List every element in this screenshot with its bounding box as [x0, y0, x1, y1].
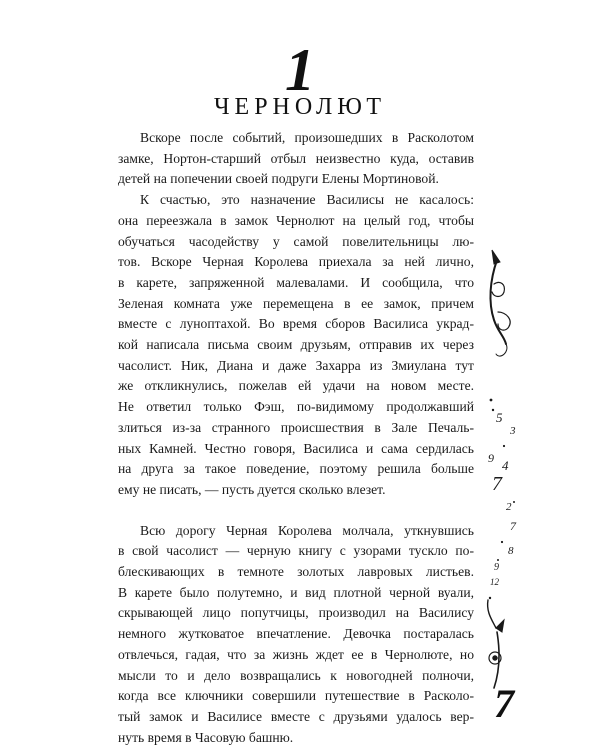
clock-vine-ornament — [470, 240, 550, 720]
text-line: вместе с луноптахой. Во время сборов Василиса украд- — [118, 316, 474, 332]
text-line: Зеленая комната уже перемещена в ее замок, причем — [118, 295, 474, 311]
clock-digit: 7 — [492, 473, 502, 495]
vine-flourish-top — [490, 250, 510, 356]
text-line: скрывающей лицо попутчицы, производил на Василису — [118, 605, 474, 621]
text-line: Вскоре после событий, произошедших в Расколотом — [140, 130, 474, 145]
text-line: мысли то и дело возвращались к новогодней полночи, — [118, 667, 474, 683]
text-line: ных Камней. Честно говоря, Василиса и сама сердилась — [118, 440, 474, 456]
text-line: Всю дорогу Черная Королева молчала, уткнувшись — [140, 522, 474, 538]
text-line: в карете, запряженной малевалами. И сообщила, что — [118, 274, 474, 290]
text-line: немного жутковатое впечатление. Девочка постаралась — [118, 626, 474, 642]
text-line: Не ответил только Фэш, по-видимому продолжавший — [118, 399, 474, 415]
paragraph-2 — [118, 190, 474, 501]
clock-digit: 5 — [496, 410, 503, 425]
text-line: на друга за такое поведение, поэтому решила больше — [118, 461, 474, 477]
text-line: К счастью, это назначение Василисы не касалось: — [140, 192, 474, 208]
text-line: тый замок и Василисе вместе с друзьями удалось вер- — [118, 708, 474, 724]
text-line: блескивающих в темноте золотых лавровых листьев. — [118, 564, 474, 580]
text-line: когда все ключники совершили путешествие в Расколо- — [118, 688, 474, 704]
chapter-title: ЧЕРНОЛЮТ — [213, 94, 387, 120]
text-line: нуть время в Часовую башню. — [118, 729, 294, 745]
text-line: тов. Вскоре Черная Королева приехала за ней лично, — [118, 254, 474, 270]
chapter-body — [118, 128, 474, 748]
clock-digit: 7 — [510, 519, 516, 533]
clock-digit: 8 — [508, 545, 514, 557]
clock-digit: 3 — [510, 425, 516, 437]
chapter-number: 1 — [285, 37, 315, 103]
paragraph-1 — [118, 128, 474, 190]
text-line: замке, Нортон-старший отбыл неизвестно куда, оставив — [118, 150, 474, 166]
text-line: отвлечься, гадая, что за жизнь ждет ее в Чернолюте, но — [118, 646, 474, 662]
text-line: кой написала письма своим друзьям, отправив их через — [118, 337, 474, 353]
vine-flourish-bottom — [488, 600, 504, 688]
text-line: ему не писать, — пусть дуется сколько влезет. — [118, 481, 386, 497]
text-line: в свой часолист — черную книгу с узорами тускло по- — [118, 543, 474, 559]
text-line: обучаться часодейству у самой повелительницы лю- — [118, 233, 474, 249]
text-line: она переезжала в замок Чернолют на целый год, чтобы — [118, 212, 474, 228]
clock-digit: 12 — [490, 577, 499, 587]
text-line: детей на попечении своей подруги Елены Мортиновой. — [118, 171, 439, 187]
clock-digit: 9 — [494, 562, 499, 573]
clock-digit: 9 — [488, 451, 494, 465]
arrow-head-icon — [496, 620, 504, 632]
page-number: 7 — [494, 681, 514, 726]
text-line: же откликнулись, пожелав ей удачи на новом месте. — [118, 378, 474, 394]
text-line: злиться из-за странного происшествия в Зале Печаль- — [118, 419, 474, 435]
clock-digit: 4 — [502, 458, 509, 473]
paragraph-3 — [118, 521, 474, 749]
clock-digit: 2 — [506, 501, 512, 513]
text-line: часолист. Ник, Диана и даже Захарра из Змиулана тут — [118, 357, 474, 373]
scattered-clock-digits — [488, 410, 517, 587]
text-line: В карете было полутемно, и вид плотной черной вуали, — [118, 584, 474, 600]
